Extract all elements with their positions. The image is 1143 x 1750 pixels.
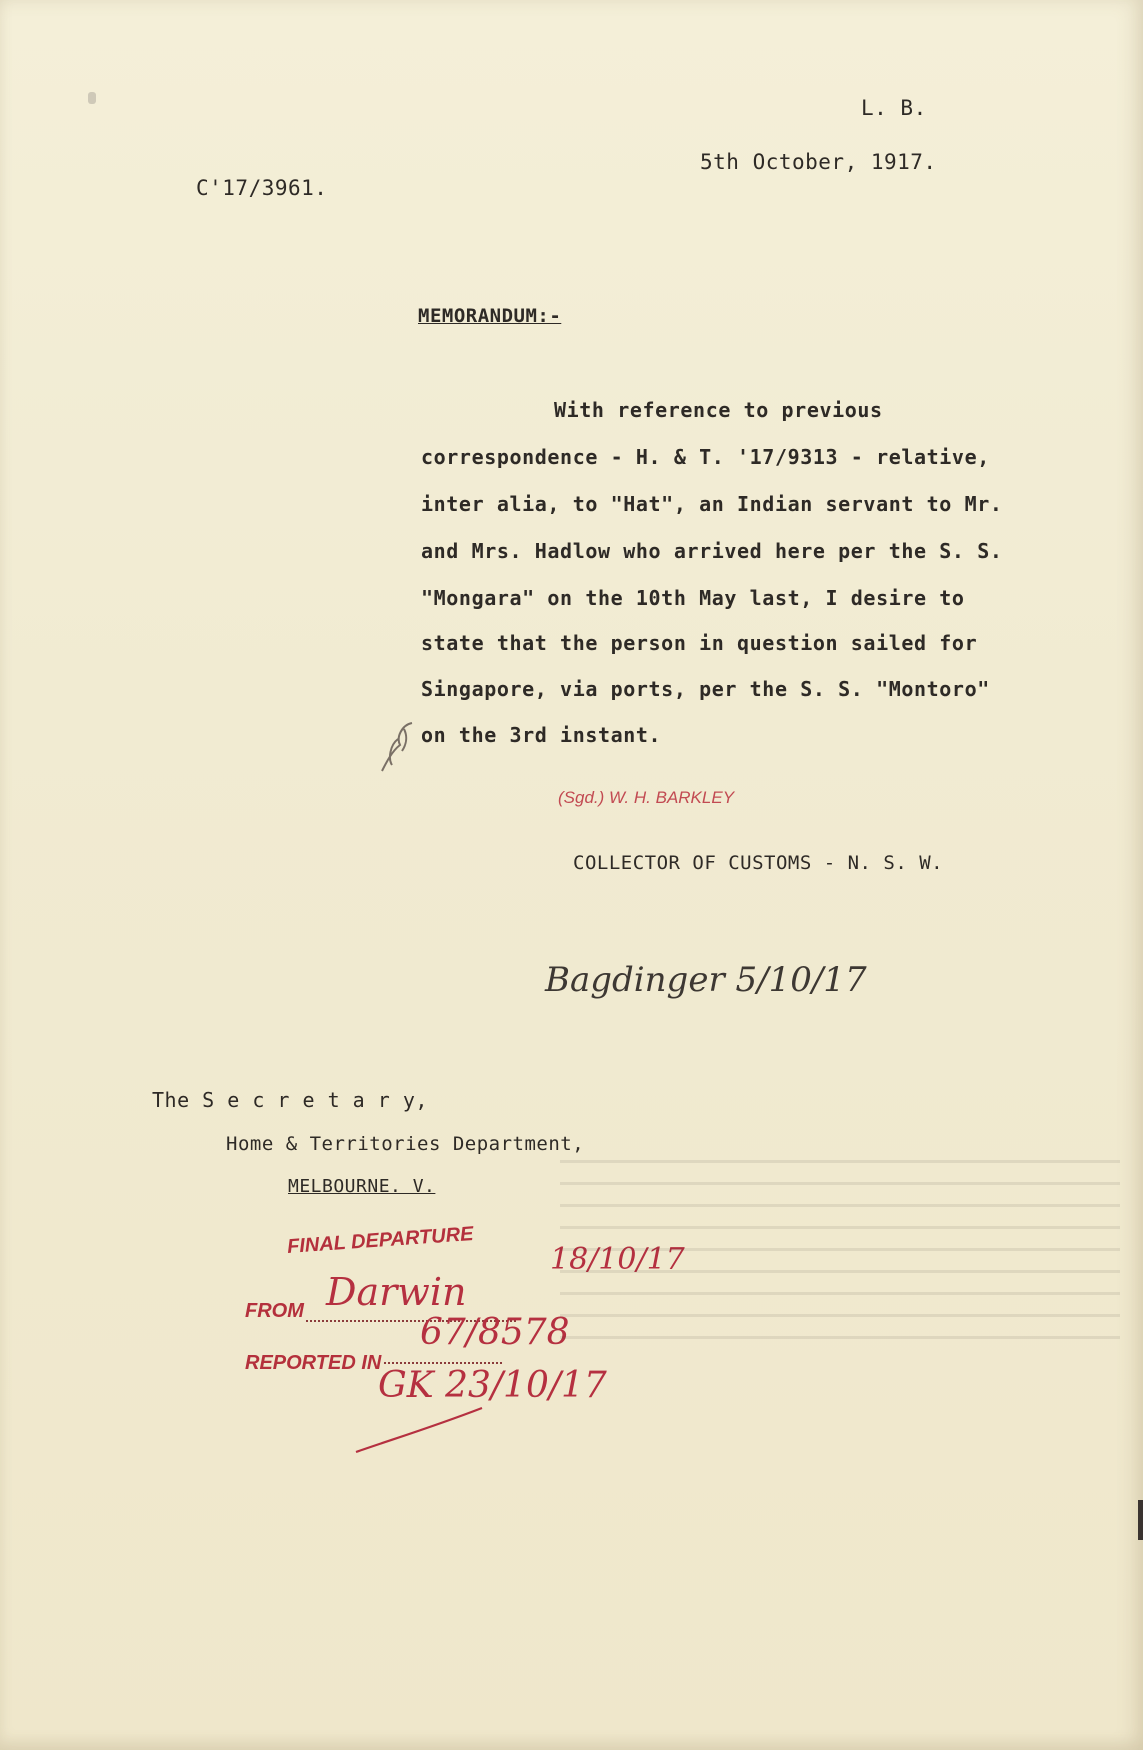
body-line: With reference to previous [554,398,883,422]
signatory-title: COLLECTOR OF CUSTOMS - N. S. W. [573,852,944,874]
margin-pencil-mark [362,715,420,775]
reported-dotted-line [384,1362,502,1364]
edge-mark [88,92,96,104]
signature-stamp: (Sgd.) W. H. BARKLEY [558,788,735,807]
body-line: Singapore, via ports, per the S. S. "Montoro" [421,677,990,701]
body-line: "Mongara" on the 10th May last, I desire to [421,586,965,610]
lb-mark: L. B. [861,96,927,120]
handwritten-annotation: Bagdinger 5/10/17 [545,960,867,1000]
document-date: 5th October, 1917. [700,150,937,174]
final-departure-title: FINAL DEPARTURE [286,1223,475,1259]
addressee-title: The S e c r e t a r y, [152,1088,428,1112]
body-line: inter alia, to "Hat", an Indian servant to Mr. [421,492,1003,516]
departure-port: Darwin [326,1270,467,1314]
initials-underline [350,1400,490,1460]
reported-reference: 67/8578 [420,1312,570,1353]
departure-date: 18/10/17 [550,1242,685,1277]
bleed-through-text [560,1160,1120,1340]
addressee-department: Home & Territories Department, [226,1133,585,1155]
body-line: correspondence - H. & T. '17/9313 - relative, [421,445,990,469]
reported-in-label: REPORTED IN [245,1352,382,1374]
addressee-city: MELBOURNE. V. [288,1176,436,1197]
right-edge-mark [1138,1500,1143,1540]
memo-heading: MEMORANDUM:- [418,305,562,327]
clerk-initials: GK 23/10/17 [378,1365,607,1406]
body-line: on the 3rd instant. [421,723,662,747]
reference-number: C'17/3961. [196,176,328,200]
body-line: state that the person in question sailed for [421,631,978,655]
body-line: and Mrs. Hadlow who arrived here per the S. S. [421,539,1003,563]
from-label: FROM [245,1300,304,1322]
